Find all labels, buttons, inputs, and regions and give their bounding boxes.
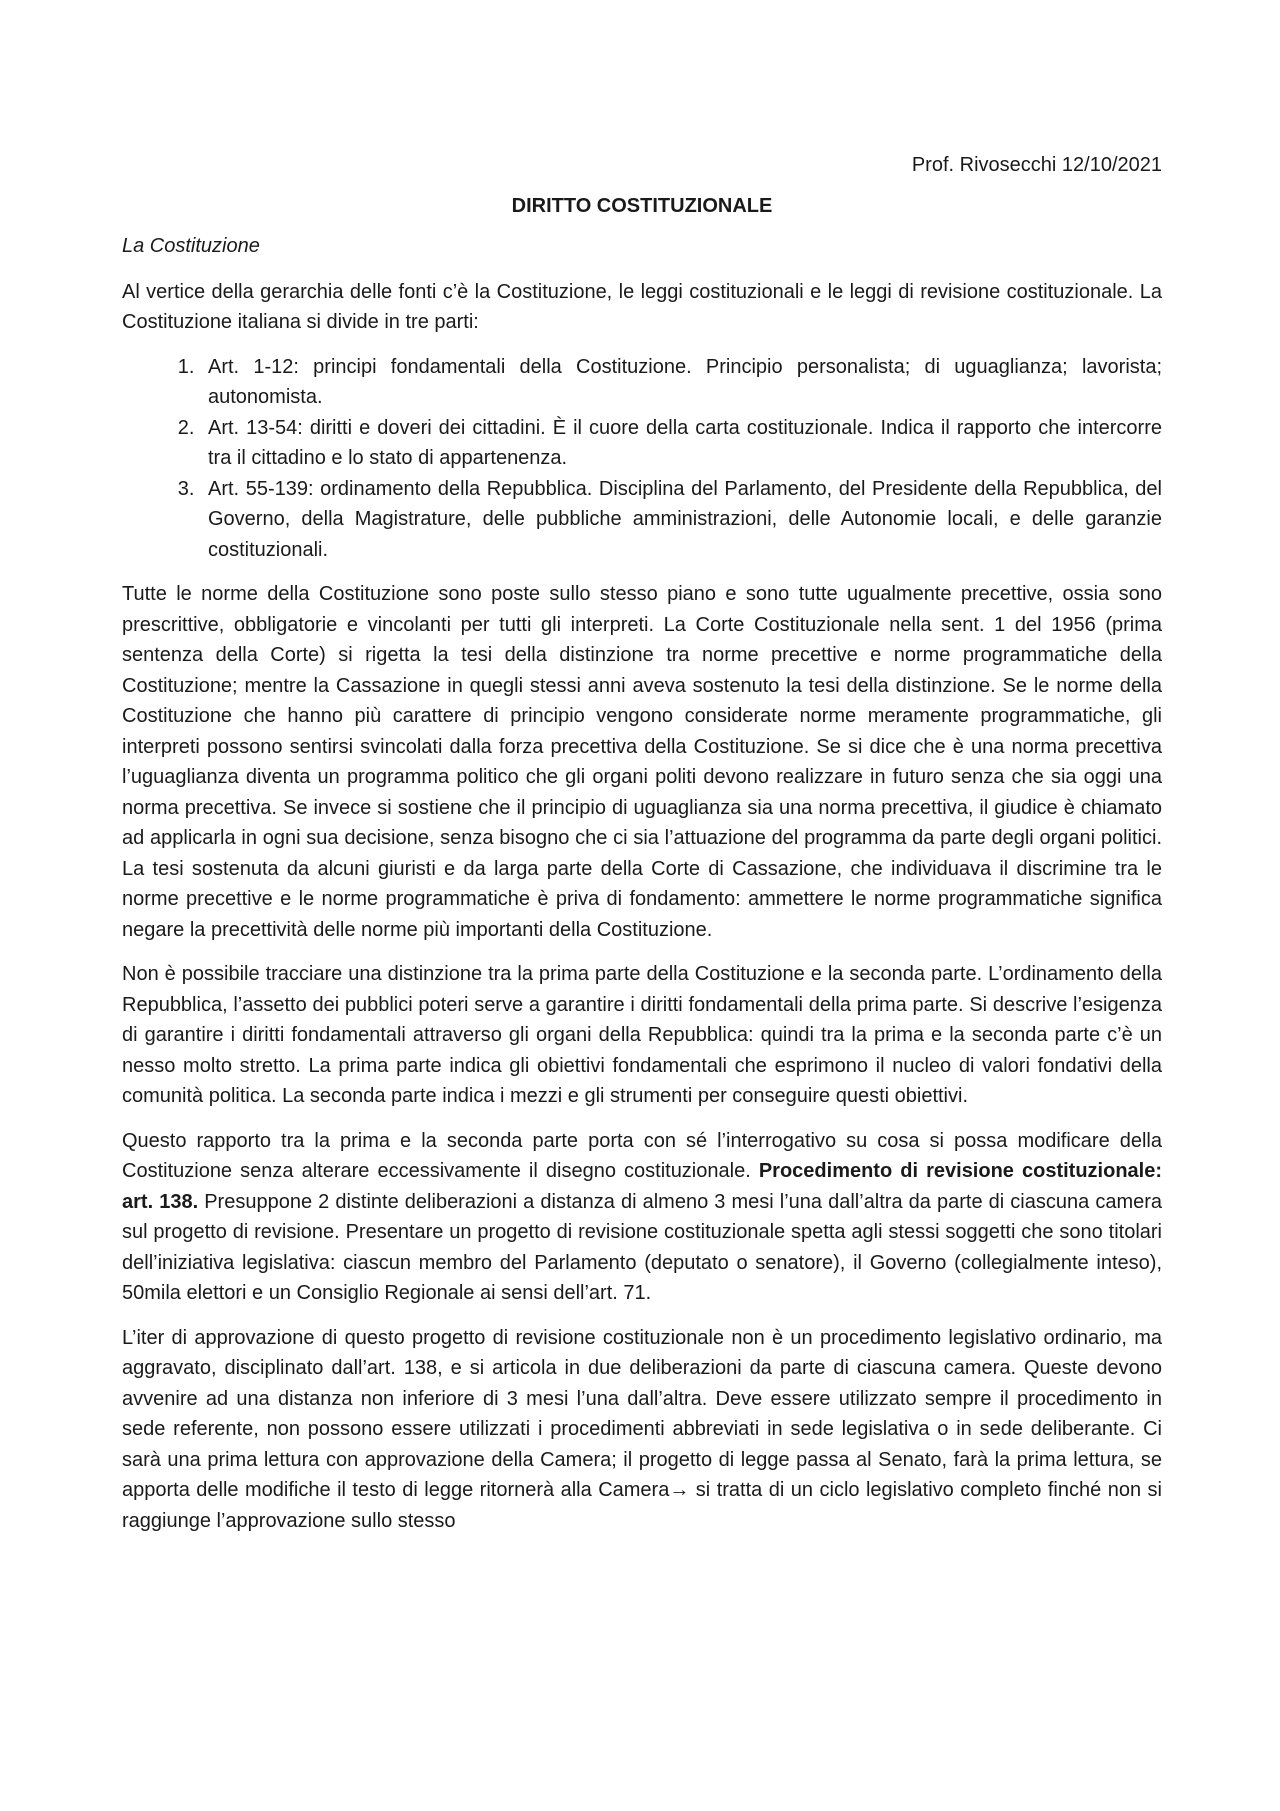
paragraph-text: Questo rapporto tra la prima e la seconda parte porta con sé l’interrogativo su cosa si possa modificare della Costituzione senza alterare eccessivamente il disegno costituzionale.	[122, 1129, 1162, 1182]
list-item: 3. Art. 55-139: ordinamento della Repubblica. Disciplina del Parlamento, del Presidente della Repubblica, del Governo, della Magistrature, delle pubbliche amministrazioni, delle Autonomie locali, e delle garanzie costituzionali.	[200, 474, 1162, 566]
list-item: 1. Art. 1-12: principi fondamentali della Costituzione. Principio personalista; di uguaglianza; lavorista; autonomista.	[200, 352, 1162, 413]
intro-paragraph: Al vertice della gerarchia delle fonti c’è la Costituzione, le leggi costituzionali e le leggi di revisione costituzionale. La Costituzione italiana si divide in tre parti:	[122, 280, 1162, 333]
section-title: La Costituzione	[122, 235, 260, 257]
constitution-parts-list	[122, 352, 1162, 566]
list-item: 2. Art. 13-54: diritti e doveri dei cittadini. È il cuore della carta costituzionale. Indica il rapporto che intercorre tra il cittadino e lo stato di appartenenza.	[200, 413, 1162, 474]
paragraph-revisione	[122, 1126, 1162, 1309]
author-date: Prof. Rivosecchi 12/10/2021	[911, 154, 1162, 176]
document-page	[122, 150, 1162, 1550]
paragraph-text: Presuppone 2 distinte deliberazioni a distanza di almeno 3 mesi l’una dall’altra da parte di ciascuna camera sul progetto di revisione. Presentare un progetto di revisione costituzionale spetta agli stessi soggetti che sono titolari dell’iniziativa legislativa: ciascun membro del Parlamento (deputato o senatore), il Governo (collegialmente inteso), 50mila elettori e un Consiglio Regionale ai sensi dell’art. 71.	[122, 1190, 1163, 1304]
bold-heading-art-138: Procedimento di revisione costituzionale: art. 138.	[122, 1160, 1163, 1213]
document-title: DIRITTO COSTITUZIONALE	[511, 194, 773, 217]
paragraph-text: L’iter di approvazione di questo progetto di revisione costituzionale non è un procedimento legislativo ordinario, ma aggravato, disciplinato dall’art. 138, e si articola in due deliberazioni da parte di ciascuna camera. Queste devono avvenire ad una distanza non inferiore di 3 mesi l’una dall’altra. Deve essere utilizzato sempre il procedimento in sede referente, non possono essere utilizzati i procedimenti abbreviati in sede legislativa o in sede deliberante. Ci sarà una prima lettura con approvazione della Camera; il progetto di legge passa al Senato, farà la prima lettura, se apporta delle modifiche il testo di legge ritornerà alla Camera	[122, 1326, 1162, 1501]
paragraph-text: si tratta di un ciclo legislativo completo finché non si raggiunge l’approvazione sullo stesso	[122, 1479, 1162, 1532]
paragraph-norme-precettive: Tutte le norme della Costituzione sono poste sullo stesso piano e sono tutte ugualmente precettive, ossia sono prescrittive, obbligatorie e vincolanti per tutti gli interpreti. La Corte Costituzionale nella sent. 1 del 1956 (prima sentenza della Corte) si rigetta la tesi della distinzione tra norme precettive e norme programmatiche della Costituzione; mentre la Cassazione in quegli stessi anni aveva sostenuto la tesi della distinzione. Se le norme della Costituzione che hanno più carattere di principio vengono considerate norme meramente programmatiche, gli interpreti possono sentirsi svincolati dalla forza precettiva della Costituzione. Se si dice che è una norma precettiva l’uguaglianza diventa un programma politico che gli organi politi devono realizzare in futuro senza che sia oggi una norma precettiva. Se invece si sostiene che il principio di uguaglianza sia una norma precettiva, il giudice è chiamato ad applicarla in ogni sua decisione, senza bisogno che ci sia l’attuazione del programma da parte degli organi politici. La tesi sostenuta da alcuni giuristi e da larga parte della Corte di Cassazione, che individuava il discrimine tra le norme precettive e le norme programmatiche è priva di fondamento: ammettere le norme programmatiche significa negare la precettività delle norme più importanti della Costituzione.	[122, 583, 1162, 941]
paragraph-prima-seconda-parte: Non è possibile tracciare una distinzione tra la prima parte della Costituzione e la seconda parte. L’ordinamento della Repubblica, l’assetto dei pubblici poteri serve a garantire i diritti fondamentali della prima parte. Si descrive l’esigenza di garantire i diritti fondamentali attraverso gli organi della Repubblica: quindi tra la prima e la seconda parte c’è un nesso molto stretto. La prima parte indica gli obiettivi fondamentali che esprimono il nucleo di valori fondativi della comunità politica. La seconda parte indica i mezzi e gli strumenti per conseguire questi obiettivi.	[122, 963, 1162, 1107]
arrow-icon: →	[669, 1479, 690, 1501]
paragraph-iter-approvazione	[122, 1323, 1162, 1537]
